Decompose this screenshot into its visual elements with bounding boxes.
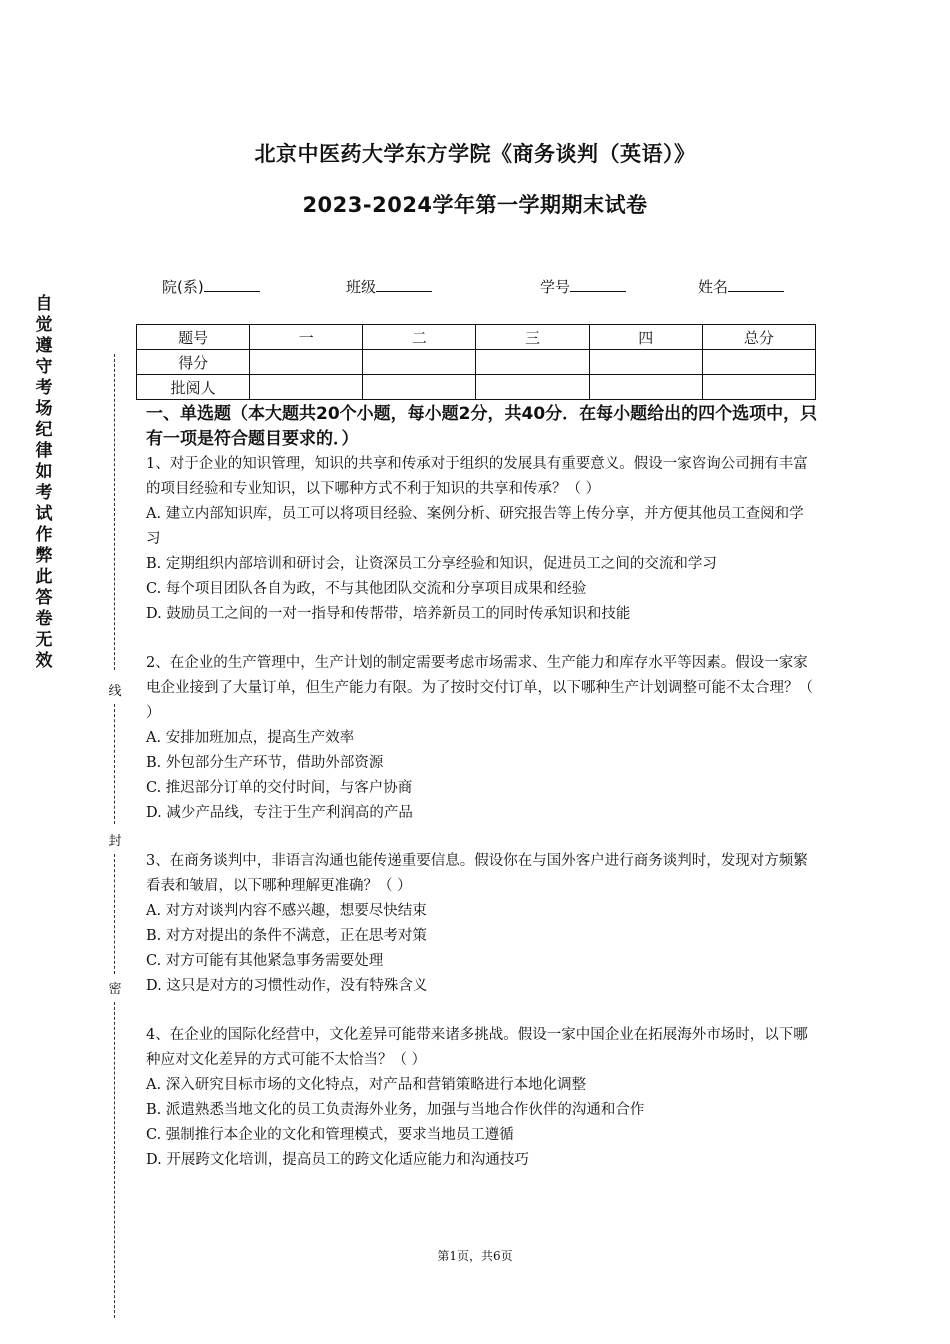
grader-cell[interactable] [476,375,589,400]
score-row-label: 得分 [137,350,250,375]
dept-blank[interactable] [204,278,260,292]
question-stem: 2、在企业的生产管理中，生产计划的制定需要考虑市场需求、生产能力和库存水平等因素。假设一家家电企业接到了大量订单，但生产能力有限。为了按时交付订单，以下哪种生产计划调整可能不太合理？（ ） [146,655,813,721]
binding-dashed-line [114,354,115,670]
header-cell: 四 [589,325,702,350]
header-cell: 题号 [137,325,250,350]
score-table [136,324,816,400]
score-cell[interactable] [589,350,702,375]
grader-cell[interactable] [702,375,815,400]
question-stem: 3、在商务谈判中，非语言沟通也能传递重要信息。假设你在与国外客户进行商务谈判时，发现对方频繁看表和皱眉，以下哪种理解更准确？（ ） [146,853,808,894]
id-field [540,276,626,297]
grader-row [137,375,816,400]
grader-row-label: 批阅人 [137,375,250,400]
option-d[interactable]: D. 开展跨文化培训，提高员工的跨文化适应能力和沟通技巧 [146,1152,529,1168]
score-cell[interactable] [363,350,476,375]
class-blank[interactable] [376,278,432,292]
score-row [137,350,816,375]
question-stem: 4、在企业的国际化经营中，文化差异可能带来诸多挑战。假设一家中国企业在拓展海外市场时，以下哪种应对文化差异的方式可能不太恰当？（ ） [146,1027,808,1068]
exam-title-line1: 北京中医药大学东方学院《商务谈判（英语）》 [254,142,696,166]
question-3 [146,849,814,999]
option-a[interactable]: A. 建立内部知识库，员工可以将项目经验、案例分析、研究报告等上传分享，并方便其他员工查阅和学习 [146,506,804,547]
binding-dashed-line [114,854,115,974]
option-d[interactable]: D. 鼓励员工之间的一对一指导和传帮带，培养新员工的同时传承知识和技能 [146,606,631,622]
option-c[interactable]: C. 对方可能有其他紧急事务需要处理 [146,953,384,969]
score-cell[interactable] [250,350,363,375]
score-cell[interactable] [702,350,815,375]
option-a[interactable]: A. 深入研究目标市场的文化特点，对产品和营销策略进行本地化调整 [146,1077,587,1093]
option-d[interactable]: D. 减少产品线，专注于生产利润高的产品 [146,805,413,821]
option-b[interactable]: B. 定期组织内部培训和研讨会，让资深员工分享经验和知识，促进员工之间的交流和学习 [146,556,717,572]
grader-cell[interactable] [250,375,363,400]
grader-cell[interactable] [589,375,702,400]
dept-field [162,276,260,297]
option-a[interactable]: A. 安排加班加点，提高生产效率 [146,730,355,746]
dept-label: 院(系) [162,278,204,296]
option-b[interactable]: B. 外包部分生产环节，借助外部资源 [146,755,384,771]
score-cell[interactable] [476,350,589,375]
option-b[interactable]: B. 对方对提出的条件不满意，正在思考对策 [146,928,427,944]
header-cell: 二 [363,325,476,350]
seal-mark-seal: 封 [106,830,124,849]
id-label: 学号 [540,278,571,296]
option-a[interactable]: A. 对方对谈判内容不感兴趣，想要尽快结束 [146,903,427,919]
class-label: 班级 [346,278,377,296]
header-cell: 三 [476,325,589,350]
option-c[interactable]: C. 每个项目团队各自为政，不与其他团队交流和分享项目成果和经验 [146,581,587,597]
option-b[interactable]: B. 派遣熟悉当地文化的员工负责海外业务，加强与当地合作伙伴的沟通和合作 [146,1102,645,1118]
name-blank[interactable] [728,278,784,292]
question-stem: 1、对于企业的知识管理，知识的共享和传承对于组织的发展具有重要意义。假设一家咨询公司拥有丰富的项目经验和专业知识，以下哪种方式不利于知识的共享和传承？（ ） [146,456,808,497]
binding-margin-warning: 自觉遵守考场纪律如考试作弊此答卷无效 [35,294,53,671]
binding-dashed-line [114,704,115,824]
name-label: 姓名 [698,278,729,296]
header-cell: 一 [250,325,363,350]
seal-mark-secret: 密 [106,978,124,997]
id-blank[interactable] [570,278,626,292]
page-footer: 第1页，共6页 [437,1249,513,1263]
seal-mark-line: 线 [106,680,124,699]
option-d[interactable]: D. 这只是对方的习惯性动作，没有特殊含义 [146,978,428,994]
binding-dashed-line [114,1002,115,1318]
grader-cell[interactable] [363,375,476,400]
header-cell: 总分 [702,325,815,350]
exam-title-line2: 2023-2024学年第一学期期末试卷 [302,193,648,217]
section-title: 一、单选题（本大题共20个小题，每小题2分，共40分．在每小题给出的四个选项中，只有一项是符合题目要求的．） [146,404,818,449]
question-1 [146,452,814,627]
option-c[interactable]: C. 推迟部分订单的交付时间，与客户协商 [146,780,413,796]
question-2 [146,651,814,826]
name-field [698,276,784,297]
score-table-header [137,325,816,350]
question-4 [146,1023,814,1173]
option-c[interactable]: C. 强制推行本企业的文化和管理模式，要求当地员工遵循 [146,1127,514,1143]
class-field [346,276,432,297]
